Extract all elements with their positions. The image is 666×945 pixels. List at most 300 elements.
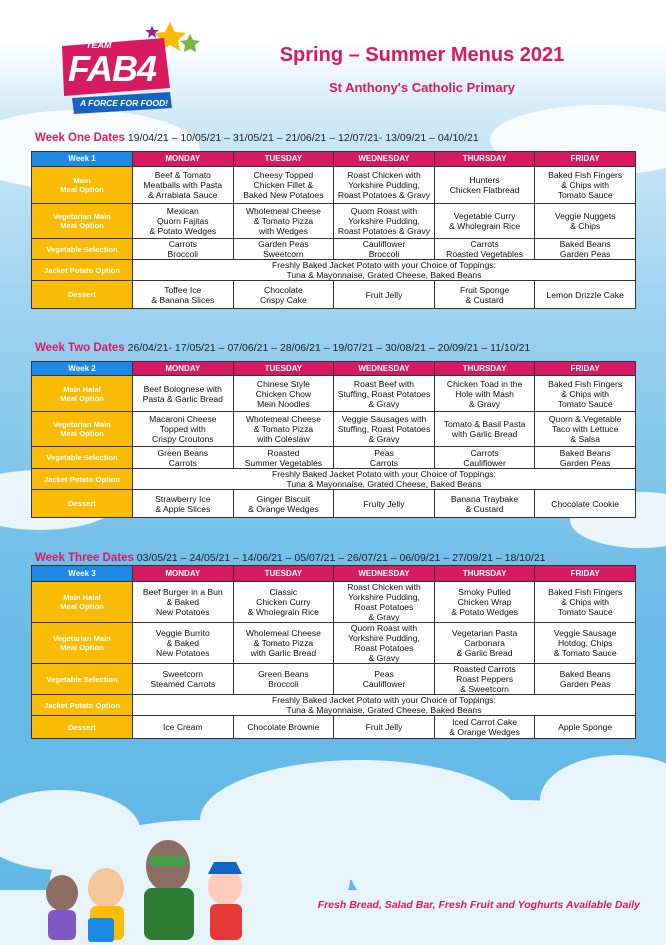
cell-line: Roasted: [267, 447, 300, 458]
row-label: [32, 716, 133, 739]
cell-line: Cauliflower: [362, 239, 406, 249]
menu-cell: [334, 582, 435, 623]
menu-cell: [334, 490, 435, 518]
row-label: [32, 623, 133, 664]
table-row: [32, 582, 636, 623]
cell-line: Cheesy Topped: [253, 170, 314, 180]
menu-cell: [535, 204, 636, 239]
day-header: TUESDAY: [233, 566, 334, 582]
row-label: [32, 260, 133, 281]
row-label: [32, 469, 133, 490]
cell-line: Carrots: [168, 457, 197, 468]
day-header: TUESDAY: [233, 362, 334, 376]
cell-line: & Garlic Bread: [456, 648, 513, 658]
cell-line: Yorkshire Pudding,: [348, 180, 420, 190]
cell-line: Chocolate Cookie: [551, 498, 620, 509]
cell-line: Mein Noodles: [257, 398, 310, 409]
cell-line: & Tomato Pizza: [253, 216, 314, 226]
table-row: [32, 695, 636, 716]
week-heading-dates: 19/04/21 – 10/05/21 – 31/05/21 – 21/06/21 – 12/07/21- 13/09/21 – 04/10/21: [127, 132, 479, 144]
cell-line: & Apple Slices: [155, 503, 211, 514]
cell-line: Tuna & Mayonnaise, Grated Cheese, Baked Beans: [286, 270, 482, 280]
cell-line: & Chips with: [561, 180, 610, 190]
week-label: Week 3: [32, 566, 133, 582]
cell-line: Wholemeal Cheese: [245, 628, 321, 638]
day-header: THURSDAY: [434, 152, 535, 167]
menu-cell: [434, 281, 535, 309]
cell-line: Garden Peas: [559, 679, 611, 689]
week-heading-label: Week One Dates: [35, 132, 125, 144]
cell-line: Steamed Carrots: [150, 679, 216, 689]
menu-cell: [434, 716, 535, 739]
row-label-line: Meal Option: [60, 393, 104, 403]
cell-line: Apple Sponge: [558, 722, 613, 732]
cell-line: Stuffing, Roast Potatoes: [337, 424, 431, 434]
menu-cell: [434, 490, 535, 518]
row-label-line: Main: [73, 176, 91, 185]
row-label: [32, 695, 133, 716]
cell-line: Macaroni Cheese: [149, 414, 217, 424]
team-fab4-logo: [52, 18, 212, 118]
menu-cell: [334, 239, 435, 260]
day-header: TUESDAY: [233, 152, 334, 167]
cell-line: Veggie Burrito: [155, 628, 210, 638]
menu-cell: [133, 376, 234, 412]
day-header: WEDNESDAY: [334, 152, 435, 167]
mascot-characters: [20, 818, 250, 945]
cell-line: Peas: [374, 447, 394, 458]
cell-line: Ice Cream: [162, 722, 203, 732]
cell-line: Roast Potatoes & Gravy: [337, 226, 431, 236]
menu-cell: [334, 623, 435, 664]
cell-line: Beef & Tomato: [154, 170, 211, 180]
cell-line: Fruit Sponge: [459, 284, 510, 295]
menu-cell: [233, 490, 334, 518]
cell-line: Broccoli: [268, 679, 299, 689]
cell-line: Cauliflower: [362, 679, 406, 689]
logo-team-text: TEAM: [86, 40, 112, 50]
cell-line: Vegetarian Pasta: [451, 628, 518, 638]
cell-line: Sweetcorn: [263, 249, 304, 259]
row-label-line: Vegetable Selection: [46, 453, 118, 462]
menu-cell: [233, 447, 334, 469]
cell-line: Summer Vegetables: [244, 457, 323, 468]
cell-line: & Tomato Sauce: [553, 648, 617, 658]
menu-cell: [434, 623, 535, 664]
row-label-line: Meal Option: [60, 185, 104, 194]
cell-line: & Tomato Pizza: [253, 638, 314, 648]
week-heading: [35, 342, 530, 354]
cell-line: & Arrabiata Sauce: [148, 190, 218, 200]
logo-tagline: A FORCE FOR FOOD!: [80, 98, 168, 108]
cell-line: & Baked: [166, 638, 200, 648]
menu-cell: [133, 716, 234, 739]
table-row: [32, 490, 636, 518]
cell-line: Chicken Fillet &: [253, 180, 314, 190]
row-label-line: Main Halal: [63, 593, 101, 602]
cell-line: Chicken Curry: [256, 597, 311, 607]
cell-line: Garden Peas: [559, 457, 611, 468]
cell-line: Roast Potatoes: [354, 602, 414, 612]
cell-line: Baked Fish Fingers: [548, 170, 623, 180]
cell-line: Fruit Jelly: [365, 289, 403, 300]
week-heading: [35, 132, 479, 144]
day-header: WEDNESDAY: [334, 566, 435, 582]
menu-cell: [535, 412, 636, 447]
row-label: [32, 167, 133, 204]
cell-line: Tomato Sauce: [557, 607, 613, 617]
cell-line: Yorkshire Pudding,: [348, 216, 420, 226]
cell-line: Baked Fish Fingers: [548, 587, 623, 597]
cell-line: Lemon Drizzle Cake: [546, 289, 624, 300]
cell-line: Tuna & Mayonnaise, Grated Cheese, Baked Beans: [286, 479, 482, 489]
cell-line: Baked Beans: [559, 447, 611, 458]
menu-cell: [233, 376, 334, 412]
menu-cell: [434, 412, 535, 447]
row-label-line: Meal Option: [60, 602, 104, 611]
menu-cell: [133, 239, 234, 260]
cell-line: Topped with: [159, 424, 206, 434]
jacket-potato-cell: [133, 695, 636, 716]
menu-cell: [535, 167, 636, 204]
row-label-line: Meal Option: [60, 643, 104, 652]
menu-cell: [233, 239, 334, 260]
cell-line: & Gravy: [368, 398, 400, 409]
cell-line: with Garlic Bread: [451, 429, 518, 439]
cell-line: Meatballs with Pasta: [143, 180, 223, 190]
table-row: [32, 239, 636, 260]
row-label-line: Jacket Potato Option: [44, 474, 120, 484]
row-label-line: Dessert: [68, 722, 96, 732]
row-label-line: Vegetarian Main: [53, 420, 111, 429]
cell-line: & Chips with: [561, 597, 610, 607]
table-row: [32, 376, 636, 412]
cell-line: & Gravy: [368, 612, 400, 622]
row-label-line: Jacket Potato Option: [44, 265, 120, 275]
logo-fab-text: FAB4: [68, 48, 157, 89]
cell-line: & Gravy: [368, 434, 400, 444]
cell-line: & Gravy: [469, 398, 501, 409]
day-header: FRIDAY: [535, 566, 636, 582]
menu-cell: [535, 582, 636, 623]
cell-line: Crispy Croutons: [151, 434, 214, 444]
menu-cell: [133, 623, 234, 664]
cell-line: New Potatoes: [156, 648, 210, 658]
menu-cell: [434, 447, 535, 469]
cell-line: Tuna & Mayonnaise, Grated Cheese, Baked Beans: [286, 705, 482, 715]
week-heading: [35, 552, 546, 564]
cell-line: Baked New Potatoes: [243, 190, 324, 200]
cell-line: Chocolate: [264, 284, 303, 295]
cell-line: Roasted Carrots: [453, 664, 516, 674]
cell-line: Quorn Roast with: [350, 623, 418, 633]
cell-line: Roast Chicken with: [347, 170, 421, 180]
menu-cell: [434, 204, 535, 239]
cell-line: Chinese Style: [256, 378, 310, 389]
cell-line: Baked Beans: [559, 669, 611, 679]
table-row: [32, 664, 636, 695]
cell-line: Veggie Nuggets: [554, 211, 616, 221]
menu-cell: [434, 167, 535, 204]
week-heading-label: Week Three Dates: [35, 552, 134, 564]
week-heading-label: Week Two Dates: [35, 342, 125, 354]
page-title: Spring – Summer Menus 2021: [279, 44, 565, 66]
cell-line: New Potatoes: [156, 607, 210, 617]
menu-cell: [133, 281, 234, 309]
cell-line: Roasted Vegetables: [446, 249, 524, 259]
cell-line: Broccoli: [368, 249, 400, 259]
cell-line: Fruit Jelly: [365, 722, 403, 732]
row-label: [32, 281, 133, 309]
cell-line: Carrots: [470, 447, 499, 458]
row-label: [32, 376, 133, 412]
menu-cell: [535, 716, 636, 739]
cell-line: Freshly Baked Jacket Potato with your Choice of Toppings:: [272, 260, 496, 270]
cell-line: Tomato Sauce: [557, 190, 613, 200]
menu-table: [31, 151, 636, 309]
row-label: [32, 582, 133, 623]
cell-line: & Banana Slices: [151, 294, 215, 305]
cell-line: Veggie Sausages with: [341, 414, 427, 424]
cell-line: & Gravy: [368, 653, 400, 663]
menu-cell: [233, 623, 334, 664]
cell-line: Iced Carrot Cake: [452, 717, 518, 727]
row-label: [32, 447, 133, 469]
cell-line: Hunters: [469, 175, 500, 185]
table-row: [32, 204, 636, 239]
cell-line: Strawberry Ice: [155, 493, 211, 504]
cell-line: Taco with Lettuce: [551, 424, 619, 434]
cell-line: & Custard: [465, 503, 504, 514]
cell-line: Wholemeal Cheese: [245, 206, 321, 216]
day-header: THURSDAY: [434, 566, 535, 582]
table-row: [32, 716, 636, 739]
menu-cell: [233, 716, 334, 739]
cell-line: Quorn & Vegetable: [548, 414, 622, 424]
menu-cell: [133, 412, 234, 447]
week-label: Week 2: [32, 362, 133, 376]
table-row: [32, 447, 636, 469]
cell-line: Smoky Pulled: [458, 587, 511, 597]
day-header: WEDNESDAY: [334, 362, 435, 376]
cell-line: Wholemeal Cheese: [245, 414, 321, 424]
cell-line: Classic: [269, 587, 298, 597]
menu-cell: [334, 664, 435, 695]
cell-line: Toffee Ice: [164, 284, 202, 295]
cell-line: Fruity Jelly: [363, 498, 405, 509]
cell-line: Roast Peppers: [456, 674, 513, 684]
menu-cell: [133, 490, 234, 518]
menu-cell: [434, 664, 535, 695]
cell-line: Vegetable Curry: [453, 211, 516, 221]
cell-line: Baked Fish Fingers: [548, 378, 623, 389]
cell-line: with Coleslaw: [257, 434, 310, 444]
menu-cell: [535, 490, 636, 518]
menu-cell: [133, 664, 234, 695]
menu-cell: [133, 167, 234, 204]
cell-line: Freshly Baked Jacket Potato with your Choice of Toppings:: [272, 695, 496, 705]
table-row: [32, 281, 636, 309]
row-label: [32, 204, 133, 239]
row-label: [32, 664, 133, 695]
menu-cell: [233, 582, 334, 623]
cell-line: & Potato Wedges: [451, 607, 518, 617]
menu-cell: [334, 281, 435, 309]
cell-line: Chicken Wrap: [457, 597, 512, 607]
menu-cell: [535, 376, 636, 412]
cell-line: Ginger Biscuit: [256, 493, 311, 504]
cell-line: Green Beans: [157, 447, 209, 458]
cell-line: Carbonara: [464, 638, 505, 648]
cell-line: & Chips: [570, 221, 601, 231]
row-label-line: Jacket Potato Option: [44, 700, 120, 710]
cell-line: Peas: [374, 669, 394, 679]
row-label-line: Vegetarian Main: [53, 634, 111, 643]
cell-line: Baked Beans: [559, 239, 611, 249]
cell-line: & Wholegrain Rice: [247, 607, 319, 617]
menu-cell: [434, 582, 535, 623]
menu-cell: [133, 204, 234, 239]
cell-line: Roast Potatoes & Gravy: [337, 190, 431, 200]
menu-cell: [434, 239, 535, 260]
day-header: MONDAY: [133, 362, 234, 376]
menu-table: [31, 565, 636, 739]
menu-cell: [233, 204, 334, 239]
menu-cell: [233, 281, 334, 309]
menu-cell: [334, 716, 435, 739]
row-label-line: Main Halal: [63, 384, 101, 394]
cell-line: Carrots: [168, 239, 197, 249]
cell-line: Sweetcorn: [162, 669, 204, 679]
cell-line: & Orange Wedges: [449, 727, 520, 737]
cell-line: Veggie Sausage: [553, 628, 617, 638]
cell-line: & Salsa: [570, 434, 600, 444]
table-row: [32, 469, 636, 490]
cell-line: & Wholegrain Rice: [448, 221, 521, 231]
row-label-line: Meal Option: [60, 221, 104, 230]
cell-line: Tomato & Basil Pasta: [443, 419, 526, 429]
cell-line: Chicken Flatbread: [449, 185, 520, 195]
cell-line: Stuffing, Roast Potatoes: [337, 388, 431, 399]
cell-line: Carrots: [470, 239, 499, 249]
cell-line: Hole with Mash: [455, 388, 514, 399]
cell-line: Quorn Fajitas: [157, 216, 209, 226]
week-heading-dates: 26/04/21- 17/05/21 – 07/06/21 – 28/06/21 – 19/07/21 – 30/08/21 – 20/09/21 – 11/10/21: [127, 342, 531, 354]
menu-cell: [535, 664, 636, 695]
menu-table: [31, 361, 636, 518]
cell-line: Chicken Chow: [255, 388, 312, 399]
cell-line: & Baked: [166, 597, 200, 607]
footer-note: Fresh Bread, Salad Bar, Fresh Fruit and Yoghurts Available Daily: [317, 899, 640, 911]
cell-line: Carrots: [369, 457, 399, 468]
cell-line: & Custard: [465, 294, 504, 305]
cell-line: & Potato Wedges: [149, 226, 217, 236]
cell-line: Tomato Sauce: [557, 398, 613, 409]
menu-cell: [535, 623, 636, 664]
row-label: [32, 412, 133, 447]
cell-line: & Sweetcorn: [460, 684, 509, 694]
cell-line: Hotdog, Chips: [557, 638, 613, 648]
menu-cell: [334, 376, 435, 412]
cell-line: Chicken Toad in the: [446, 378, 523, 389]
menu-cell: [535, 447, 636, 469]
menu-cell: [133, 582, 234, 623]
school-name: St Anthony's Catholic Primary: [328, 80, 516, 95]
cell-line: Green Beans: [258, 669, 309, 679]
menu-cell: [233, 412, 334, 447]
day-header: FRIDAY: [535, 362, 636, 376]
cell-line: Crispy Cake: [259, 294, 307, 305]
table-header-row: [32, 362, 636, 376]
table-header-row: [32, 566, 636, 582]
menu-cell: [535, 239, 636, 260]
row-label-line: Dessert: [68, 290, 96, 299]
table-row: [32, 623, 636, 664]
cell-line: with Wedges: [258, 226, 308, 236]
table-row: [32, 260, 636, 281]
table-header-row: [32, 152, 636, 167]
cell-line: & Orange Wedges: [248, 503, 319, 514]
cell-line: Chocolate Brownie: [247, 722, 320, 732]
cell-line: Garden Peas: [559, 249, 611, 259]
day-header: MONDAY: [133, 152, 234, 167]
cell-line: Yorkshire Pudding,: [348, 592, 420, 602]
cell-line: Freshly Baked Jacket Potato with your Choice of Toppings:: [272, 469, 496, 479]
menu-cell: [334, 167, 435, 204]
cell-line: Quorn Roast with: [350, 206, 418, 216]
menu-cell: [233, 664, 334, 695]
row-label-line: Vegetable Selection: [46, 244, 118, 254]
menu-cell: [334, 447, 435, 469]
cell-line: Roast Beef with: [353, 378, 415, 389]
menu-cell: [233, 167, 334, 204]
menu-cell: [334, 412, 435, 447]
cell-line: Roast Potatoes: [354, 643, 414, 653]
table-row: [32, 167, 636, 204]
cell-line: Mexican: [166, 206, 199, 216]
table-row: [32, 412, 636, 447]
cell-line: & Chips with: [561, 388, 610, 399]
day-header: MONDAY: [133, 566, 234, 582]
cell-line: Roast Chicken with: [347, 582, 421, 592]
cell-line: & Tomato Pizza: [253, 424, 314, 434]
row-label: [32, 239, 133, 260]
week-heading-dates: 03/05/21 – 24/05/21 – 14/06/21 – 05/07/21 – 26/07/21 – 06/09/21 – 27/09/21 – 18/10/21: [136, 552, 546, 564]
row-label-line: Vegetarian Main: [53, 212, 111, 221]
cell-line: Broccoli: [167, 249, 199, 259]
menu-cell: [133, 447, 234, 469]
jacket-potato-cell: [133, 469, 636, 490]
week-label: Week 1: [32, 152, 133, 167]
row-label-line: Dessert: [68, 499, 96, 508]
cell-line: Garden Peas: [258, 239, 309, 249]
cell-line: Beef Burger in a Bun: [142, 587, 223, 597]
cell-line: Banana Traybake: [450, 493, 519, 504]
row-label: [32, 490, 133, 518]
menu-cell: [334, 204, 435, 239]
menu-cell: [434, 376, 535, 412]
menu-cell: [535, 281, 636, 309]
cell-line: Beef Bolognese with: [143, 383, 222, 394]
cell-line: Yorkshire Pudding,: [348, 633, 420, 643]
cell-line: Pasta & Garlic Bread: [142, 393, 223, 404]
row-label-line: Meal Option: [60, 429, 104, 438]
cell-line: with Garlic Bread: [250, 648, 317, 658]
day-header: THURSDAY: [434, 362, 535, 376]
day-header: FRIDAY: [535, 152, 636, 167]
cell-line: Cauliflower: [463, 457, 506, 468]
row-label-line: Vegetable Selection: [46, 674, 118, 684]
